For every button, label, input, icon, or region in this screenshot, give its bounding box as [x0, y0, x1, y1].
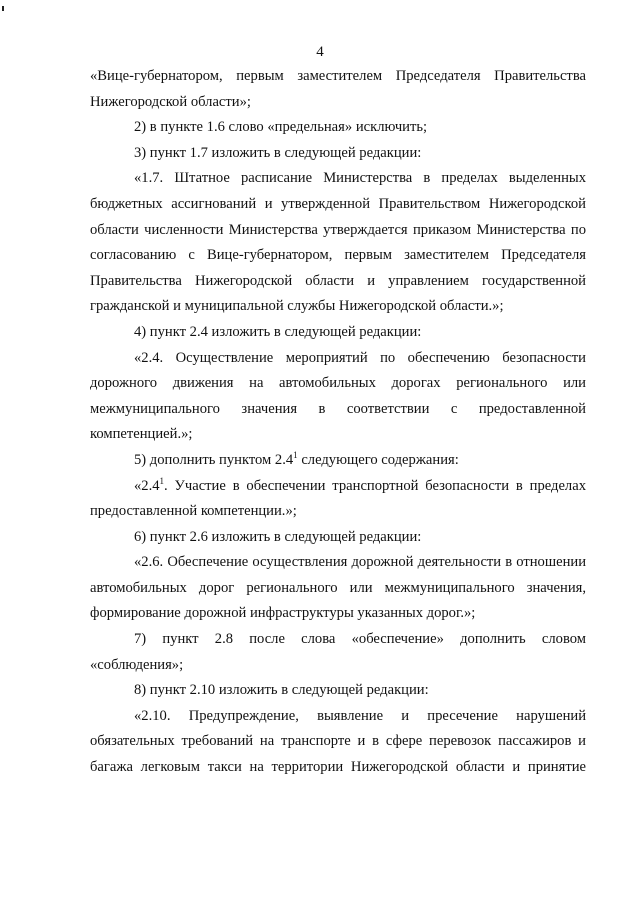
- paragraph-7: 5) дополнить пунктом $2.4^1$ следующего содержания:: [134, 450, 459, 468]
- paragraph-13: «2.10. Предупреждение, выявление и пресечение нарушений обязательных требований на транспорте и в сфере перевозок пассажиров и багажа легковым такси на территории Нижегородской области и принятие: [90, 707, 586, 776]
- paragraph-12: 8) пункт 2.10 изложить в следующей редакции:: [134, 682, 429, 699]
- paragraph-2: 2) в пункте 1.6 слово «предельная» исключить;: [134, 119, 428, 136]
- paragraph-8: «$2.4^1$. Участие в обеспечении транспортной безопасности в пределах предоставленной компетенции.»;: [90, 475, 586, 520]
- paragraph-9: 6) пункт 2.6 изложить в следующей редакции:: [134, 528, 422, 545]
- paragraph-11: 7) пункт 2.8 после слова «обеспечение» дополнить словом «соблюдения»;: [90, 631, 586, 673]
- paragraph-5: 4) пункт 2.4 изложить в следующей редакции:: [134, 323, 422, 340]
- superscript: 1: [159, 475, 165, 486]
- document-body: [90, 64, 586, 781]
- paragraph-1: «Вице-губернатором, первым заместителем Председателя Правительства Нижегородской области»;: [90, 68, 586, 110]
- paragraph-4: «1.7. Штатное расписание Министерства в пределах выделенных бюджетных ассигнований и утвержденной Правительством Нижегородской области численности Министерства утверждается приказом Министерства по согласованию с Вице-губернатором, первым заместителем Председателя Правительства Нижегородской области и управлением государственной гражданской и муниципальной службы Нижегородской области.»;: [90, 170, 586, 315]
- page-number: 4: [316, 44, 324, 60]
- paragraph-3: 3) пункт 1.7 изложить в следующей редакции:: [134, 144, 422, 161]
- paragraph-6: «2.4. Осуществление мероприятий по обеспечению безопасности дорожного движения на автомобильных дорогах регионального или межмуниципального значения в соответствии с предоставленной компетенцией.»;: [90, 349, 586, 443]
- paragraph-10: «2.6. Обеспечение осуществления дорожной деятельности в отношении автомобильных дорог регионального или межмуниципального значения, формирование дорожной инфраструктуры указанных дорог.»;: [90, 554, 586, 622]
- scan-corner-mark: [2, 6, 4, 11]
- superscript: 1: [293, 450, 298, 461]
